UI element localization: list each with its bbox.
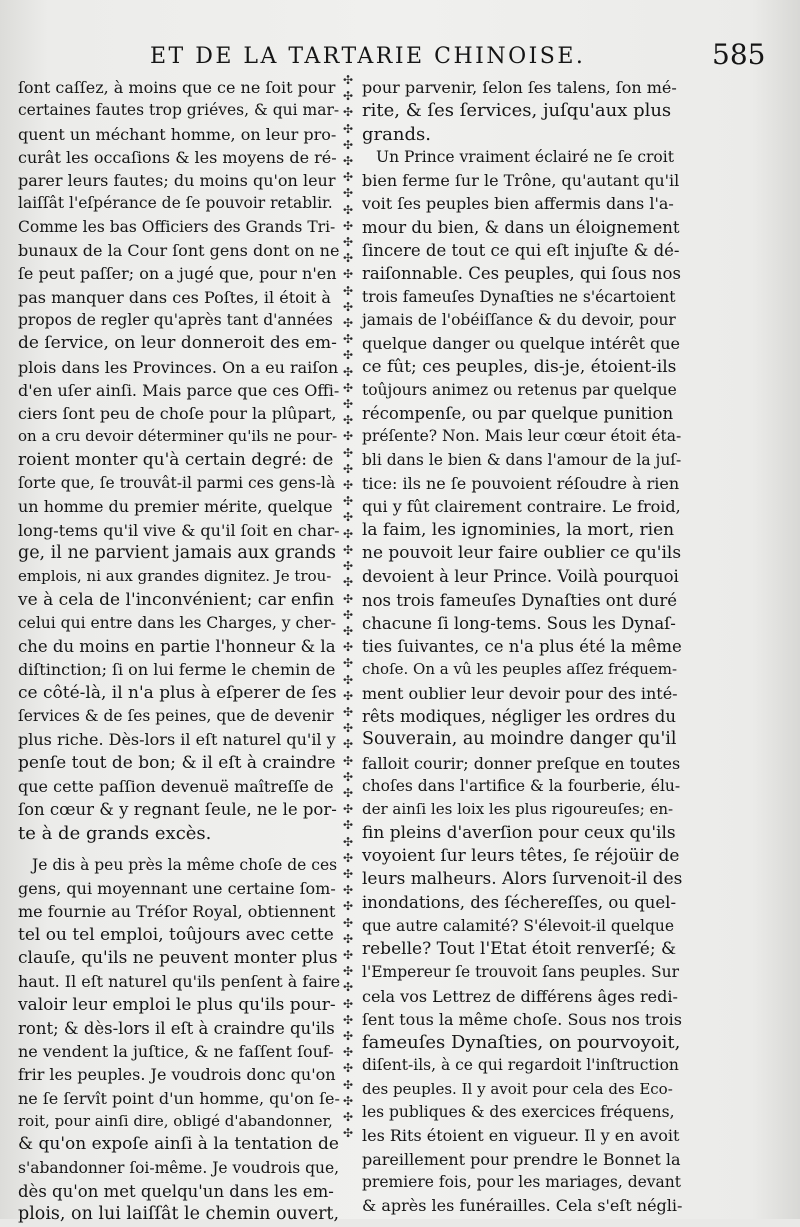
text-line: ne pouvoit leur faire oublier ce qu'ils xyxy=(362,542,682,563)
text-line: de ſervice, on leur donneroit des em- xyxy=(18,333,337,354)
text-line: gens, qui moyennant une certaine ſom- xyxy=(18,879,336,899)
ornament-glyph: ✣ xyxy=(342,1077,354,1092)
text-line: ſincere de tout ce qui eſt injuſte & dé- xyxy=(362,241,680,261)
text-line: récompenſe, ou par quelque punition xyxy=(362,404,674,424)
text-line: der ainſi les loix les plus rigoureuſes; en- xyxy=(362,800,674,819)
text-line: ſent tous la même choſe. Sous nos trois xyxy=(362,1009,682,1029)
ornament-glyph: ✣ xyxy=(342,575,354,590)
ornament-glyph: ✣ xyxy=(342,656,354,671)
text-line: ſe peut paſſer; on a jugé que, pour n'en xyxy=(18,264,337,284)
text-line: rite, & ſes ſervices, juſqu'aux plus xyxy=(362,100,672,122)
text-line: premiere fois, pour les mariages, devant xyxy=(362,1172,682,1191)
text-line: raiſonnable. Ces peuples, qui ſous nos xyxy=(362,264,681,284)
text-line: quent un méchant homme, on leur pro- xyxy=(18,124,337,144)
ornament-glyph: ✣ xyxy=(342,866,354,881)
text-line: grands. xyxy=(362,123,431,145)
ornament-glyph: ✣ xyxy=(342,640,354,655)
text-line: diſent-ils, à ce qui regardoit l'inſtruction xyxy=(362,1056,679,1075)
ornament-glyph: ✣ xyxy=(342,202,354,217)
text-line: leurs malheurs. Alors ſurvenoit-il des xyxy=(362,869,683,890)
ornament-glyph: ✣ xyxy=(342,947,354,962)
ornament-glyph: ✣ xyxy=(342,704,354,719)
text-line: ne vendent la juſtice, & ne faſſent ſouf- xyxy=(18,1042,334,1062)
ornament-glyph: ✣ xyxy=(342,769,354,784)
text-line: pour parvenir, ſelon ſes talens, ſon mé- xyxy=(362,78,677,97)
text-line: bunaux de la Cour ſont gens dont on ne xyxy=(18,241,340,261)
ornament-glyph: ✣ xyxy=(342,235,354,250)
text-line: Souverain, au moindre danger qu'il xyxy=(362,729,677,750)
text-line: choſe. On a vû les peuples aſſez fréquem- xyxy=(362,660,678,679)
ornament-glyph: ✣ xyxy=(342,105,354,120)
ornament-glyph: ✣ xyxy=(342,137,354,152)
text-line: préſente? Non. Mais leur cœur étoit éta- xyxy=(362,427,682,446)
ornament-glyph: ✣ xyxy=(342,429,354,444)
text-line: plois, on lui laiſſât le chemin ouvert, xyxy=(18,1204,340,1225)
text-line: mour du bien, & dans un éloignement xyxy=(362,217,680,237)
text-line: ce fût; ces peuples, dis-je, étoient-ils xyxy=(362,356,677,377)
text-line: ſon cœur & y regnant ſeule, ne le por- xyxy=(18,800,337,820)
text-line: ſont caſſez, à moins que ce ne ſoit pour xyxy=(18,78,336,97)
text-line: te à de grands excès. xyxy=(18,822,212,844)
text-line: curât les occaſions & les moyens de ré- xyxy=(18,147,337,167)
ornament-glyph: ✣ xyxy=(342,380,354,395)
text-line: penſe tout de bon; & il eſt à craindre xyxy=(18,752,336,773)
ornamental-column-divider xyxy=(340,72,356,1142)
text-line: roient monter qu'à certain degré: de xyxy=(18,449,334,470)
ornament-glyph: ✣ xyxy=(342,510,354,525)
text-line: emplois, ni aux grandes dignitez. Je trou- xyxy=(18,567,332,586)
ornament-glyph: ✣ xyxy=(342,931,354,946)
text-line: rebelle? Tout l'Etat étoit renverſé; & xyxy=(362,938,677,959)
text-line: long-tems qu'il vive & qu'il ſoit en char- xyxy=(18,520,340,540)
text-line: jamais de l'obéiſſance & du devoir, pour xyxy=(362,310,676,329)
text-line: pareillement pour prendre le Bonnet la xyxy=(362,1149,681,1169)
ornament-glyph: ✣ xyxy=(342,607,354,622)
text-line: diſtinction; ſi on lui ferme le chemin de xyxy=(18,660,336,680)
ornament-glyph: ✣ xyxy=(342,251,354,266)
ornament-glyph: ✣ xyxy=(342,542,354,557)
ornament-glyph: ✣ xyxy=(342,526,354,541)
text-line: pas manquer dans ces Poſtes, il étoit à xyxy=(18,287,331,307)
text-line: ne ſe ſervît point d'un homme, qu'on ſe- xyxy=(18,1088,340,1108)
text-line: toûjours animez ou retenus par quelque xyxy=(362,380,677,399)
ornament-glyph: ✣ xyxy=(342,980,354,995)
text-line: s'abandonner ſoi-même. Je voudrois que, xyxy=(18,1158,340,1177)
text-line: choſes dans l'artifice & la fourberie, élu- xyxy=(362,776,681,795)
ornament-glyph: ✣ xyxy=(342,899,354,914)
ornament-glyph: ✣ xyxy=(342,802,354,817)
ornament-glyph: ✣ xyxy=(342,818,354,833)
text-line: valoir leur emploi le plus qu'ils pour- xyxy=(18,994,336,1015)
ornament-glyph: ✣ xyxy=(342,721,354,736)
page-header-title: ET DE LA TARTARIE CHINOISE. xyxy=(150,44,586,69)
text-line: roit, pour ainſi dire, obligé d'abandonner, xyxy=(18,1112,333,1131)
ornament-glyph: ✣ xyxy=(342,1126,354,1141)
text-line: laiſſât l'eſpérance de ſe pouvoir retablir. xyxy=(18,194,333,213)
text-line: tice: ils ne ſe pouvoient réſoudre à rien xyxy=(362,474,680,494)
text-line: ment oublier leur devoir pour des inté- xyxy=(362,683,678,703)
text-line: inondations, des ſécherеſſes, ou quel- xyxy=(362,893,677,913)
ornament-glyph: ✣ xyxy=(342,299,354,314)
text-line: frir les peuples. Je voudrois donc qu'on xyxy=(18,1065,336,1085)
ornament-glyph: ✣ xyxy=(342,623,354,638)
text-line: voyoient ſur leurs têtes, ſe réjoüir de xyxy=(362,845,680,866)
text-line: que cette paſſion devenuë maîtreſſe de xyxy=(18,776,334,796)
text-line: cela vos Lettrez de différens âges redi- xyxy=(362,986,678,1006)
ornament-glyph: ✣ xyxy=(342,397,354,412)
ornament-glyph: ✣ xyxy=(342,461,354,476)
ornament-glyph: ✣ xyxy=(342,218,354,233)
ornament-glyph: ✣ xyxy=(342,267,354,282)
page-number: 585 xyxy=(712,38,766,71)
ornament-glyph: ✣ xyxy=(342,494,354,509)
text-line: tel ou tel emploi, toûjours avec cette xyxy=(18,924,334,945)
text-line: plus riche. Dès-lors il eſt naturel qu'il y xyxy=(18,730,336,750)
text-line: que autre calamité? S'élevoit-il quelque xyxy=(362,916,675,935)
ornament-glyph: ✣ xyxy=(342,283,354,298)
ornament-glyph: ✣ xyxy=(342,1028,354,1043)
ornament-glyph: ✣ xyxy=(342,1045,354,1060)
text-line: devoient à leur Prince. Voilà pourquoi xyxy=(362,567,679,587)
ornament-glyph: ✣ xyxy=(342,1093,354,1108)
ornament-glyph: ✣ xyxy=(342,785,354,800)
ornament-glyph: ✣ xyxy=(342,186,354,201)
text-line: ce côté-là, il n'a plus à eſperer de ſes xyxy=(18,682,337,703)
text-line: un homme du premier mérite, quelque xyxy=(18,497,333,517)
text-line: quelque danger ou quelque intérêt que xyxy=(362,334,680,354)
text-line: la faim, les ignominies, la mort, rien xyxy=(362,519,675,540)
ornament-glyph: ✣ xyxy=(342,753,354,768)
text-line: on a cru devoir déterminer qu'ils ne pour- xyxy=(18,427,338,446)
text-line: ſorte que, ſe trouvât-il parmi ces gens-là xyxy=(18,474,336,493)
text-line: voit ſes peuples bien affermis dans l'a- xyxy=(362,194,674,214)
text-line: nos trois fameuſes Dynaſties ont duré xyxy=(362,590,678,610)
text-line: qui y fût clairement contraire. Le froid, xyxy=(362,497,681,517)
paragraph-gap xyxy=(18,845,340,854)
text-line: ties ſuivantes, ce n'a plus été la même xyxy=(362,637,682,657)
text-line: Comme les bas Officiers des Grands Tri- xyxy=(18,217,336,236)
ornament-glyph: ✣ xyxy=(342,996,354,1011)
ornament-glyph: ✣ xyxy=(342,348,354,363)
text-line: propos de regler qu'après tant d'années xyxy=(18,310,333,329)
ornament-glyph: ✣ xyxy=(342,413,354,428)
text-line: & après les funérailles. Cela s'eſt négli- xyxy=(362,1196,683,1216)
text-line: fin pleins d'averſion pour ceux qu'ils xyxy=(362,822,676,843)
text-line: Un Prince vraiment éclairé ne ſe croit xyxy=(376,147,674,166)
text-line: parer leurs fautes; du moins qu'on leur xyxy=(18,171,336,191)
ornament-glyph: ✣ xyxy=(342,89,354,104)
running-head xyxy=(0,38,800,71)
text-line: ront; & dès-lors il eſt à craindre qu'ils xyxy=(18,1018,335,1038)
text-line: rêts modiques, négliger les ordres du xyxy=(362,707,676,727)
left-text-column xyxy=(18,76,340,1227)
text-line: Je dis à peu près la même choſe de ces xyxy=(32,855,338,874)
ornament-glyph: ✣ xyxy=(342,332,354,347)
text-line: ſervices & de ſes peines, que de devenir xyxy=(18,707,334,726)
ornament-glyph: ✣ xyxy=(342,591,354,606)
text-line: des peuples. Il y avoit pour cela des Eco- xyxy=(362,1079,673,1098)
text-line: chacune ſi long-tems. Sous les Dynaſ- xyxy=(362,613,676,633)
ornament-glyph: ✣ xyxy=(342,850,354,865)
text-line: les Rits étoient en vigueur. Il y en avoit xyxy=(362,1126,680,1146)
ornament-glyph: ✣ xyxy=(342,688,354,703)
text-line: ciers ſont peu de choſe pour la plûpart, xyxy=(18,404,337,424)
ornament-glyph: ✣ xyxy=(342,559,354,574)
ornament-glyph: ✣ xyxy=(342,73,354,87)
text-line: ge, il ne parvient jamais aux grands xyxy=(18,542,336,563)
text-line: plois dans les Provinces. On a eu raiſon xyxy=(18,357,339,377)
text-line: haut. Il eſt naturel qu'ils penſent à faire xyxy=(18,972,341,992)
ornament-glyph: ✣ xyxy=(342,121,354,136)
text-line: l'Empereur ſe trouvoit ſans peuples. Sur xyxy=(362,963,680,982)
ornament-glyph: ✣ xyxy=(342,964,354,979)
text-line: d'en uſer ainſi. Mais parce que ces Offi- xyxy=(18,380,340,400)
text-line: ve à cela de l'inconvénient; car enfin xyxy=(18,589,335,610)
ornament-glyph: ✣ xyxy=(342,445,354,460)
text-line: bli dans le bien & dans l'amour de la juſ- xyxy=(362,450,682,469)
text-line: trois fameuſes Dynaſties ne s'écartoient xyxy=(362,287,676,306)
ornament-glyph: ✣ xyxy=(342,1061,354,1076)
text-line: dès qu'on met quelqu'un dans les em- xyxy=(18,1181,334,1201)
right-text-column xyxy=(362,76,682,1218)
ornament-glyph: ✣ xyxy=(342,1012,354,1027)
ornament-glyph: ✣ xyxy=(342,883,354,898)
text-line: & qu'on expoſe ainſi à la tentation de xyxy=(18,1134,339,1155)
ornament-glyph: ✣ xyxy=(342,154,354,169)
ornament-glyph: ✣ xyxy=(342,478,354,493)
ornament-glyph: ✣ xyxy=(342,316,354,331)
text-line: me fournie au Tréſor Royal, obtiennent xyxy=(18,902,336,922)
text-line: che du moins en partie l'honneur & la xyxy=(18,637,336,657)
text-line: bien ferme ſur le Trône, qu'autant qu'il xyxy=(362,171,680,191)
ornament-glyph: ✣ xyxy=(342,672,354,687)
text-line: fameuſes Dynaſties, on pourvoyoit, xyxy=(362,1032,681,1054)
ornament-glyph: ✣ xyxy=(342,1110,354,1124)
text-line: falloit courir; donner preſque en toutes xyxy=(362,753,681,773)
text-line: les publiques & des exercices fréquens, xyxy=(362,1103,675,1122)
text-line: clauſe, qu'ils ne peuvent monter plus xyxy=(18,947,338,968)
ornament-glyph: ✣ xyxy=(342,170,354,185)
ornament-glyph: ✣ xyxy=(342,915,354,930)
ornament-glyph: ✣ xyxy=(342,364,354,379)
text-line: celui qui entre dans les Charges, y cher- xyxy=(18,613,336,632)
ornament-glyph: ✣ xyxy=(342,737,354,752)
ornament-glyph: ✣ xyxy=(342,834,354,849)
text-line: certaines fautes trop griéves, & qui mar- xyxy=(18,101,340,120)
